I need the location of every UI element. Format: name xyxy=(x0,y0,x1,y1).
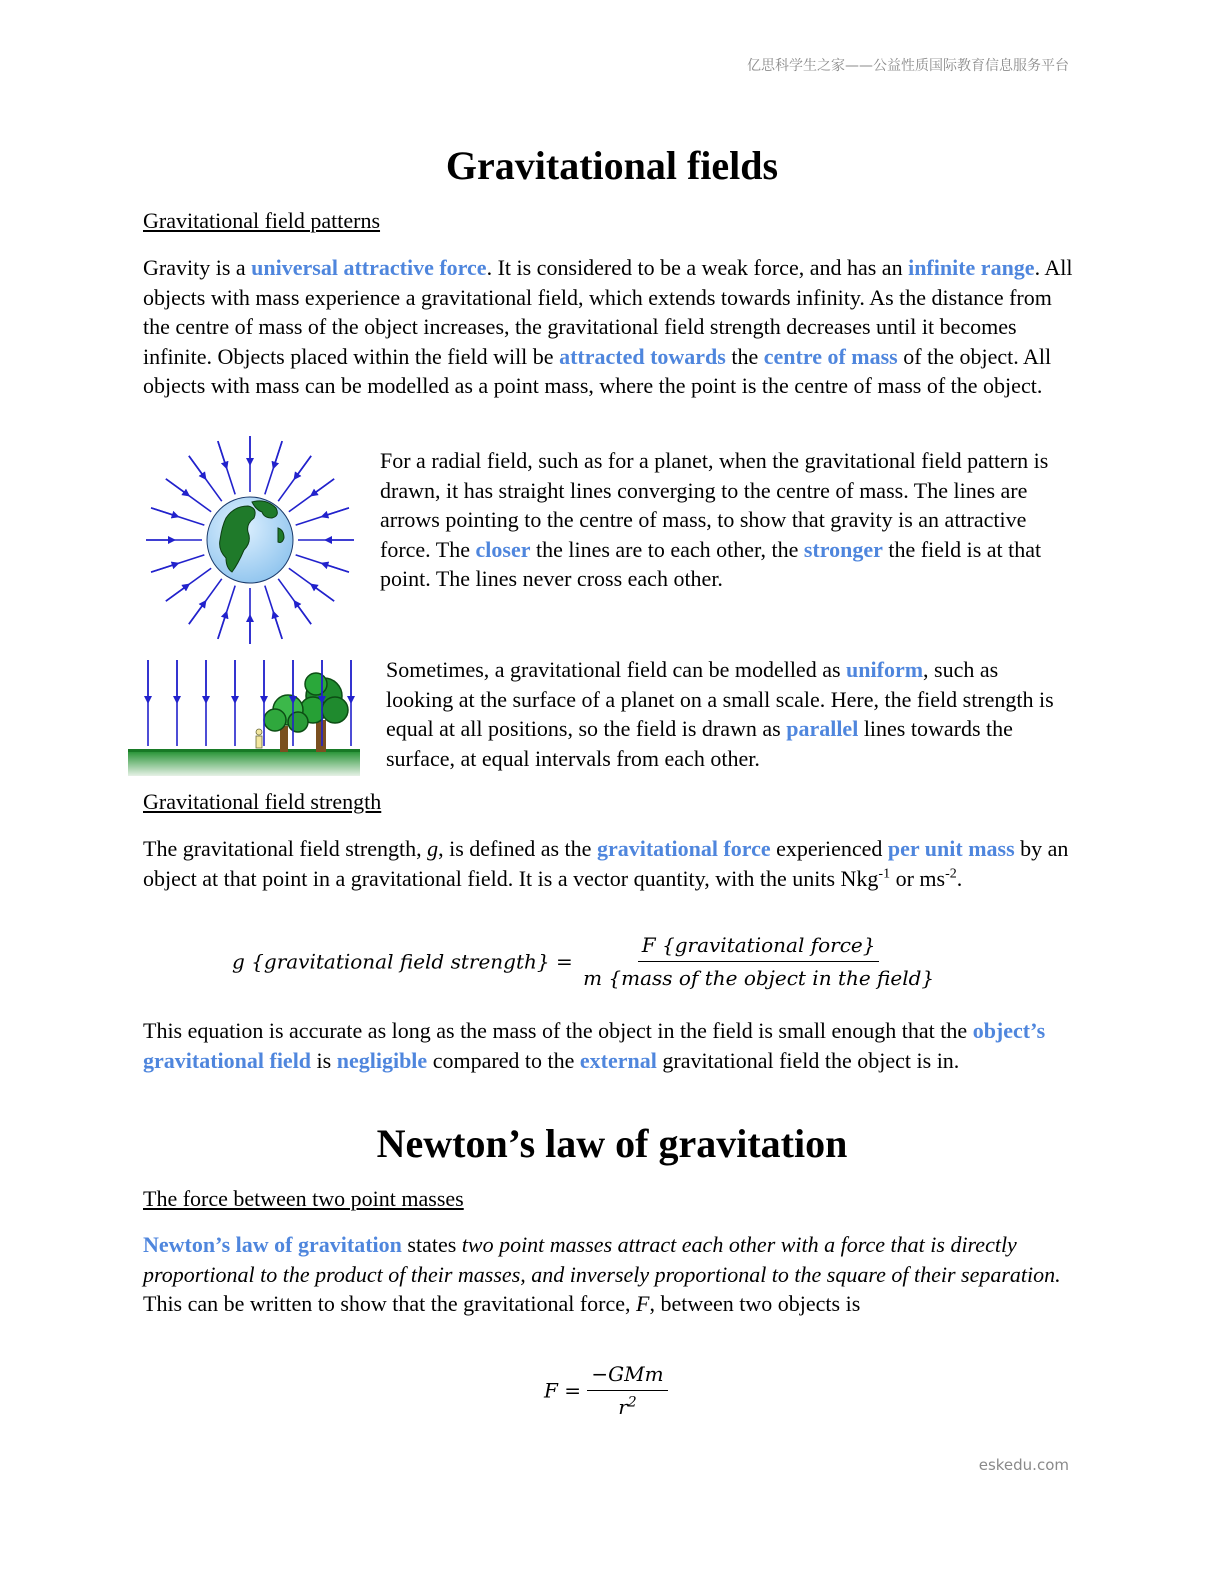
paragraph-newton-law: Newton’s law of gravitation states two point masses attract each other with a force that is directly proportional to the product of their masses, and inversely proportional to the square of their separation. This can be written to show that the gravitational force, F, between two objects is xyxy=(143,1232,1061,1316)
footer-site: eskedu.com xyxy=(978,1456,1069,1474)
paragraph-gravity-intro: Gravity is a universal attractive force. It is considered to be a weak force, and has an infinite range. All objects with mass experience a gravitational field, which extends towards infinity. As the distance from the centre of mass of the object increases, the gravitational field strength decreases until it becomes infinite. Objects placed within the field will be attracted towards the centre of mass of the object. All objects with mass can be modelled as a point mass, where the point is the centre of mass of the object. xyxy=(143,255,1073,398)
equation-field-strength xyxy=(232,933,938,990)
equation2-fraction xyxy=(587,1362,667,1419)
page-title: Gravitational fields xyxy=(445,143,779,188)
header-watermark: 亿思科学生之家——公益性质国际教育信息服务平台 xyxy=(747,58,1069,74)
paragraph-equation-accuracy: This equation is accurate as long as the mass of the object in the field is small enough that the object’s gravitational field is negligible compared to the external gravitational field the object is in. xyxy=(143,1018,1046,1073)
paragraph-field-strength: The gravitational field strength, g, is defined as the gravitational force experienced per unit mass by an object at that point in a gravitational field. It is a vector quantity, with the units Nkg$^{-1}$ or $ms^{-2}$. xyxy=(143,836,1069,891)
equation-newton xyxy=(544,1362,668,1419)
uniform-field-diagram xyxy=(128,660,362,778)
section-title-newton: Newton’s law of gravitation xyxy=(376,1121,848,1166)
equation-numerator: F {gravitational force} xyxy=(638,933,880,962)
equation-denominator: m {mass of the object in the field} xyxy=(583,966,935,990)
equation-lhs: g {gravitational field strength} = xyxy=(232,949,573,974)
subheading-field-strength: Gravitational field strength xyxy=(143,789,382,814)
equation-fraction xyxy=(579,933,938,990)
subheading-field-patterns: Gravitational field patterns xyxy=(143,208,381,233)
paragraph-uniform-field: Sometimes, a gravitational field can be modelled as uniform, such as looking at the surface of a planet on a small scale. Here, the field strength is equal at all positions, so the field is drawn as parallel lines towards the surface, at equal intervals from each other. xyxy=(386,657,1054,771)
equation2-lhs: F = xyxy=(544,1378,581,1403)
subheading-point-masses: The force between two point masses xyxy=(143,1186,464,1211)
equation2-denominator: $r^2$ xyxy=(618,1394,637,1419)
radial-field-diagram xyxy=(140,432,362,648)
paragraph-radial-field: For a radial field, such as for a planet, when the gravitational field pattern is drawn, it has straight lines converging to the centre of mass. The lines are arrows pointing to the centre of mass, to show that gravity is an attractive force. The closer the lines are to each other, the stronger the field is at that point. The lines never cross each other. xyxy=(380,448,1049,591)
equation2-numerator: −GMm xyxy=(587,1362,667,1391)
